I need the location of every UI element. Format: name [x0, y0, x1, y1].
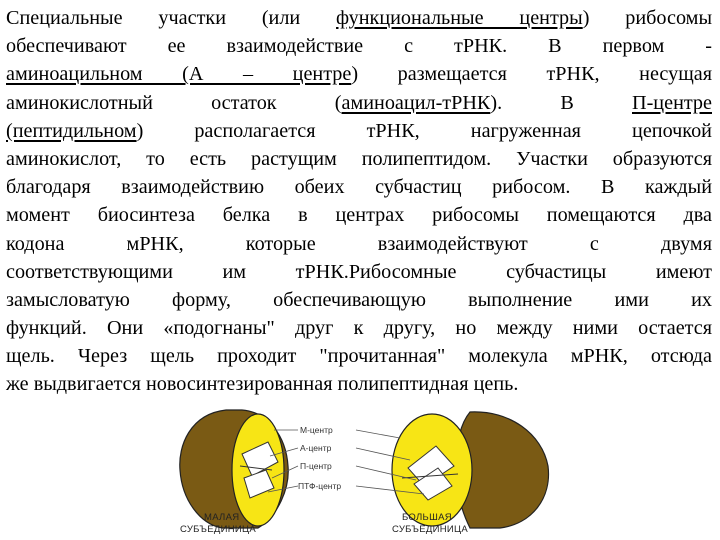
text-line-12: функций. Они «подогнаны" друг к другу, но между ними остается [6, 317, 712, 340]
ribosome-diagram [170, 408, 710, 540]
term-functional-centers: функциональные центры [336, 7, 583, 29]
text-fragment: ) располагается тРНК, нагруженная цепочкой [136, 119, 712, 142]
text-line-10: соответствующими им тРНК.Рибосомные субчастицы имеют [6, 260, 712, 283]
small-subunit-caption-2: СУБЪЕДИНИЦА [180, 524, 256, 535]
small-subunit [180, 410, 288, 528]
term-a-center: аминоацильном (А – центре [6, 63, 352, 86]
label-m-center: М-центр [300, 425, 333, 435]
text-fragment: Специальные участки (или [6, 7, 337, 29]
large-subunit-caption-1: БОЛЬШАЯ [402, 512, 452, 523]
text-line-6: аминокислот, то есть растущим полипептидом. Участки образуются [6, 147, 712, 170]
text-line-14: же выдвигается новосинтезированная полипептидная цепь. [6, 373, 519, 396]
large-subunit [392, 412, 549, 528]
text-line-8: момент биосинтеза белка в центрах рибосомы помещаются два [6, 204, 712, 227]
text-line-5 [6, 117, 712, 145]
term-aminoacyl-trna: аминоацил-тРНК [341, 91, 491, 114]
label-a-center: А-центр [300, 443, 332, 453]
term-p-center: П-центре [632, 91, 712, 114]
leader-m-right [356, 430, 400, 438]
text-line-3 [6, 60, 712, 88]
text-fragment: ) рибосомы [582, 7, 713, 29]
text-line-11: замысловатую форму, обеспечивающую выполнение ими их [6, 288, 712, 311]
small-subunit-caption-1: МАЛАЯ [204, 512, 240, 523]
term-peptidyl: (пептидильном [6, 119, 137, 142]
text-fragment: ) размещается тРНК, несущая [351, 63, 712, 86]
text-line-2: обеспечивают ее взаимодействие с тРНК. В первом - [6, 35, 712, 58]
text-fragment: аминокислотный остаток ( [6, 91, 342, 114]
text-line-13: щель. Через щель проходит "прочитанная" молекула мРНК, отсюда [6, 345, 712, 368]
label-p-center: П-центр [300, 461, 332, 471]
ribosome-diagram-svg [170, 408, 710, 540]
text-line-9: кодона мРНК, которые взаимодействуют с двумя [6, 232, 712, 255]
text-line-4 [6, 89, 712, 117]
main-paragraph [6, 4, 712, 399]
text-line-7: благодаря взаимодействию обеих субчастиц рибосом. В каждый [6, 176, 712, 199]
large-subunit-caption-2: СУБЪЕДИНИЦА [392, 524, 468, 535]
text-line-1 [6, 4, 712, 32]
label-ptf-center: ПТФ-центр [298, 481, 342, 491]
text-fragment: ). В [490, 91, 632, 114]
